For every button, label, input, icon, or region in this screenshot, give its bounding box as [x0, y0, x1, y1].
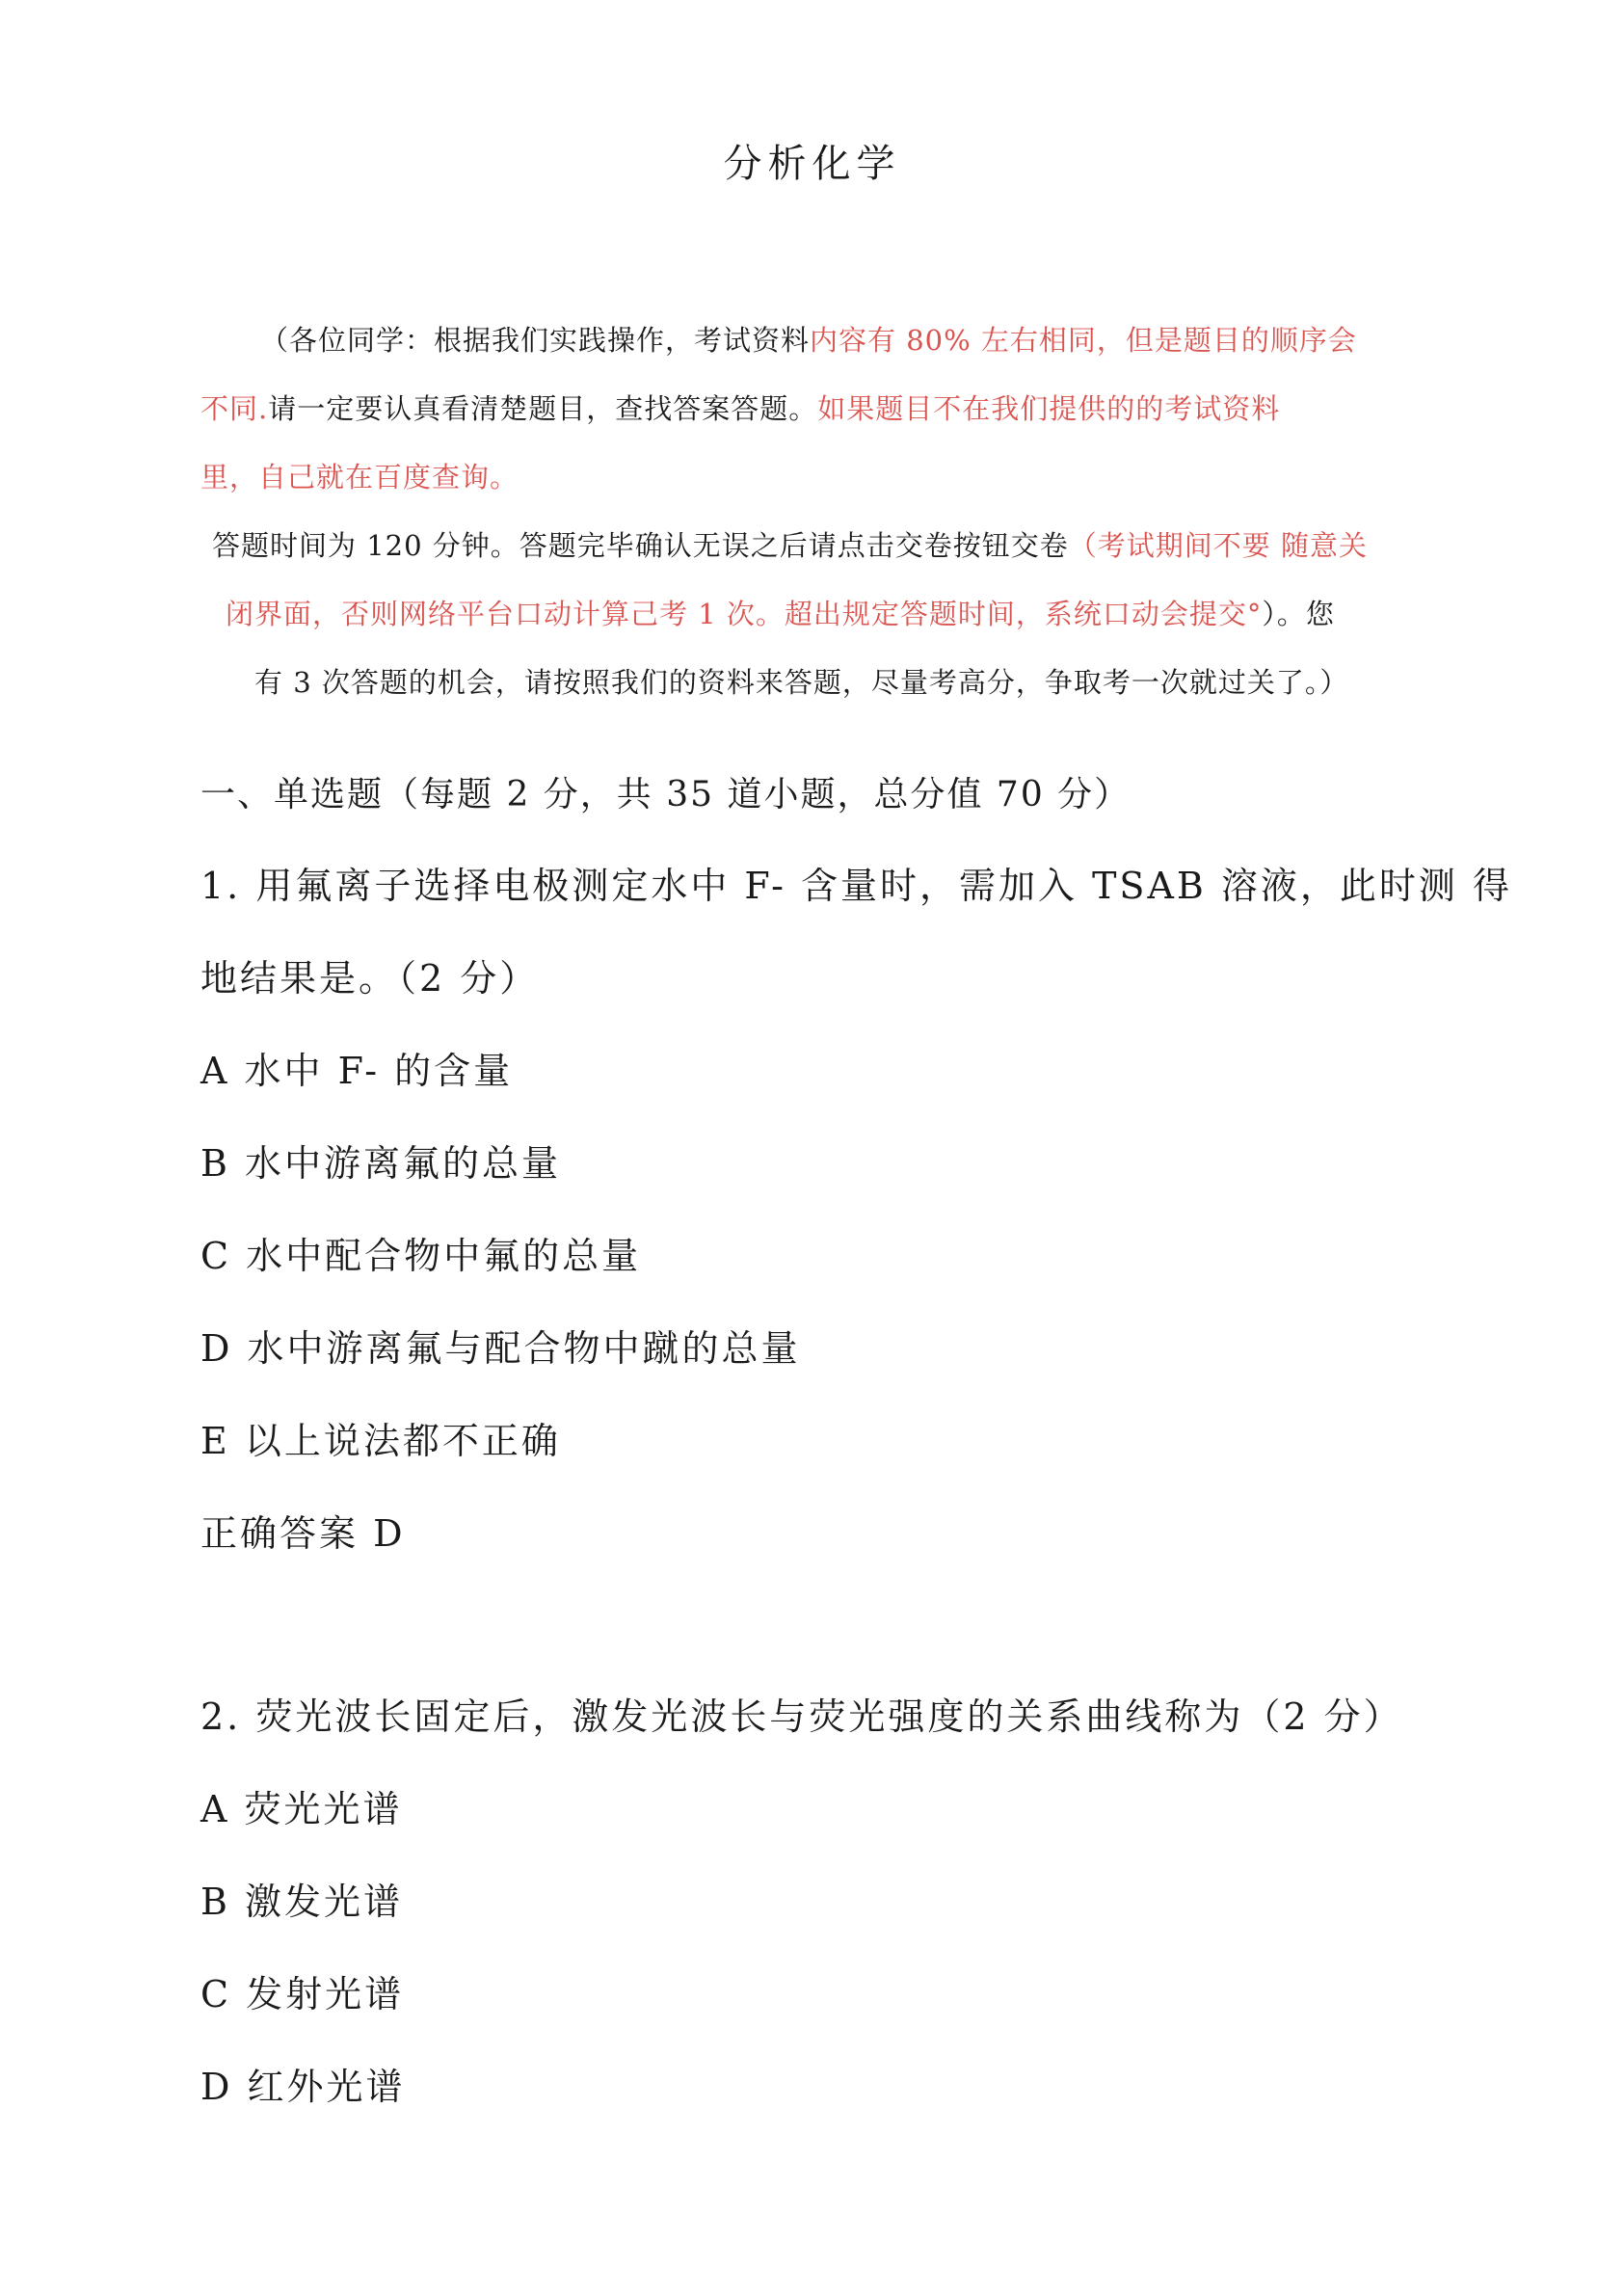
notice-text: 请一定要认真看清楚题目，查找答案答题。 — [268, 392, 818, 425]
notice-text: 答题时间为 120 分钟。答题完毕确认无误之后请点击交卷按钮交卷 — [212, 529, 1069, 562]
notice-line-1 — [200, 307, 1434, 375]
question-1-option-d: D 水中游离氟与配合物中蹴的总量 — [200, 1327, 801, 1370]
question-2-option-a: A 荧光光谱 — [200, 1788, 403, 1830]
exam-notice — [200, 307, 1434, 717]
question-1-stem-line-2: 地结果是。（2 分） — [200, 957, 540, 1000]
notice-highlight: 如果题目不在我们提供的的考试资料 — [817, 392, 1281, 425]
notice-highlight: （考试期间不要 随意关 — [1068, 529, 1369, 562]
question-2-option-c: C 发射光谱 — [200, 1973, 405, 2015]
question-1-option-e: E 以上说法都不正确 — [200, 1420, 561, 1462]
notice-line-5 — [200, 580, 1434, 649]
notice-text: （各位同学：根据我们实践操作，考试资料 — [260, 324, 811, 357]
notice-line-2 — [200, 375, 1434, 443]
question-1-answer: 正确答案 D — [200, 1512, 406, 1555]
notice-highlight: 不同. — [200, 392, 269, 425]
question-1-option-b: B 水中游离氟的总量 — [200, 1142, 562, 1185]
notice-text: ）。您 — [1262, 598, 1335, 630]
question-2-stem: 2. 荧光波长固定后，激发光波长与荧光强度的关系曲线称为（2 分） — [200, 1695, 1403, 1738]
notice-line-4 — [200, 512, 1434, 580]
notice-text: 有 3 次答题的机会，请按照我们的资料来答题，尽量考高分，争取考一次就过关了。） — [254, 666, 1349, 699]
section-heading: 一、单选题（每题 2 分，共 35 道小题，总分值 70 分） — [200, 775, 1131, 814]
page-title: 分析化学 — [723, 142, 901, 186]
question-1-option-c: C 水中配合物中氟的总量 — [200, 1235, 642, 1277]
notice-line-3 — [200, 443, 1434, 512]
question-2-option-b: B 激发光谱 — [200, 1881, 404, 1923]
notice-line-6 — [200, 649, 1434, 717]
question-2-option-d: D 红外光谱 — [200, 2066, 406, 2108]
question-1-option-a: A 水中 F- 的含量 — [200, 1050, 514, 1092]
notice-highlight: 闭界面，否则网络平台口动计算己考 1 次。超出规定答题时间，系统口动会提交° — [226, 598, 1263, 630]
question-1-stem-line-1: 1. 用氟离子选择电极测定水中 F- 含量时，需加入 TSAB 溶液，此时测 得 — [200, 865, 1512, 907]
notice-highlight: 里，自己就在百度查询。 — [200, 461, 519, 494]
notice-highlight: 内容有 80% 左右相同，但是题目的顺序会 — [810, 324, 1357, 357]
